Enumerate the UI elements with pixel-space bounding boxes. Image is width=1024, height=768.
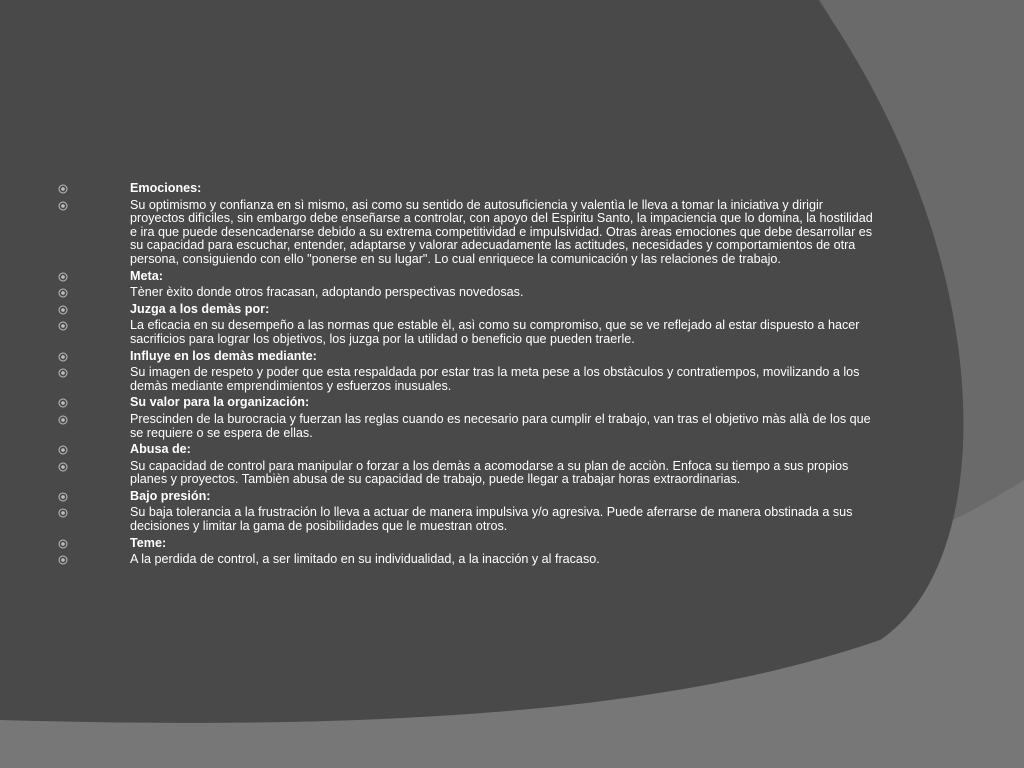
bullet-list xyxy=(58,182,874,567)
bullet-text: Tèner èxito donde otros fracasan, adoptando perspectivas novedosas. xyxy=(130,285,524,300)
bullet-item-emociones-heading xyxy=(58,182,874,196)
circle-bullet-icon xyxy=(58,368,68,378)
circle-bullet-icon xyxy=(58,445,68,455)
bullet-text: Emociones: xyxy=(130,181,202,195)
bullet-text: Abusa de: xyxy=(130,442,191,457)
bullet-item-influye-body xyxy=(58,366,874,393)
bullet-text: Bajo presión: xyxy=(130,488,211,503)
bullet-item-abusa-body xyxy=(58,460,874,487)
circle-bullet-icon xyxy=(58,555,68,565)
circle-bullet-icon xyxy=(58,352,68,362)
circle-bullet-icon xyxy=(58,462,68,472)
bullet-item-teme-body xyxy=(58,553,874,567)
bullet-text: Su optimismo y confianza en sì mismo, asi como su sentido de autosuficiencia y valentìa le lleva a tomar la iniciativa y dirigir proyectos difìciles, sin embargo debe enseñarse a controlar, con apoyo del Espiritu Santo, la impaciencia que lo domina, la hostilidad e ira que puede desencadenarse debido a su extrema competitividad e impulsividad. Otras àreas emociones que debe desarrollar es su capacidad para escuchar, entender, adaptarse y valorar adecuadamente las actitudes, necesidades y comportamientos de otra persona, consiguiendo con ello "ponerse en su lugar". Lo cual enriquece la comunicación y las relaciones de trabajo. xyxy=(130,197,873,266)
circle-bullet-icon xyxy=(58,184,68,194)
circle-bullet-icon xyxy=(58,415,68,425)
bullet-item-presion-heading xyxy=(58,490,874,504)
bullet-item-juzga-heading xyxy=(58,303,874,317)
bullet-item-presion-body xyxy=(58,506,874,533)
bullet-text: La eficacia en su desempeño a las normas que estable èl, asì como su compromiso, que se ve reflejado al estar dispuesto a hacer sacrificios para lograr los objetivos, los juzga por la utilidad o beneficio que pueden traerle. xyxy=(130,318,860,346)
circle-bullet-icon xyxy=(58,492,68,502)
bullet-item-meta-body xyxy=(58,286,874,300)
bullet-text: Juzga a los demàs por: xyxy=(130,301,270,316)
bullet-text: A la perdida de control, a ser limitado en su individualidad, a la inacción y al fracaso. xyxy=(130,552,600,567)
slide-content xyxy=(58,182,874,570)
circle-bullet-icon xyxy=(58,539,68,549)
bullet-item-valor-body xyxy=(58,413,874,440)
bullet-item-influye-heading xyxy=(58,350,874,364)
bullet-text: Teme: xyxy=(130,535,167,550)
circle-bullet-icon xyxy=(58,288,68,298)
circle-bullet-icon xyxy=(58,508,68,518)
circle-bullet-icon xyxy=(58,272,68,282)
bullet-text: Influye en los demàs mediante: xyxy=(130,348,317,363)
bullet-item-abusa-heading xyxy=(58,443,874,457)
bullet-text: Su baja tolerancia a la frustración lo lleva a actuar de manera impulsiva y/o agresiva. Puede aferrarse de manera obstinada a sus decisiones y limitar la gama de posibilidades que le muestran otros. xyxy=(130,505,853,534)
bullet-item-meta-heading xyxy=(58,270,874,284)
circle-bullet-icon xyxy=(58,305,68,315)
bullet-text: Su capacidad de control para manipular o forzar a los demàs a acomodarse a su plan de acciòn. Enfoca su tiempo a sus propios planes y proyectos. Tambièn abusa de su capacidad de trabajo, puede llegar a trabajar horas extraordinarias. xyxy=(130,458,849,487)
bullet-item-juzga-body xyxy=(58,319,874,346)
bullet-item-emociones-body xyxy=(58,199,874,267)
circle-bullet-icon xyxy=(58,398,68,408)
circle-bullet-icon xyxy=(58,321,68,331)
bullet-item-teme-heading xyxy=(58,537,874,551)
bullet-text: Meta: xyxy=(130,268,163,283)
circle-bullet-icon xyxy=(58,201,68,211)
bullet-item-valor-heading xyxy=(58,396,874,410)
bullet-text: Su imagen de respeto y poder que esta respaldada por estar tras la meta pese a los obstàculos y contratiempos, movilizando a los demàs mediante emprendimientos y esfuerzos inusuales. xyxy=(130,365,860,393)
bullet-text: Su valor para la organización: xyxy=(130,395,310,410)
bullet-text: Prescinden de la burocracia y fuerzan las reglas cuando es necesario para cumplir el trabajo, van tras el objetivo màs allà de los que se requiere o se espera de ellas. xyxy=(130,411,871,440)
